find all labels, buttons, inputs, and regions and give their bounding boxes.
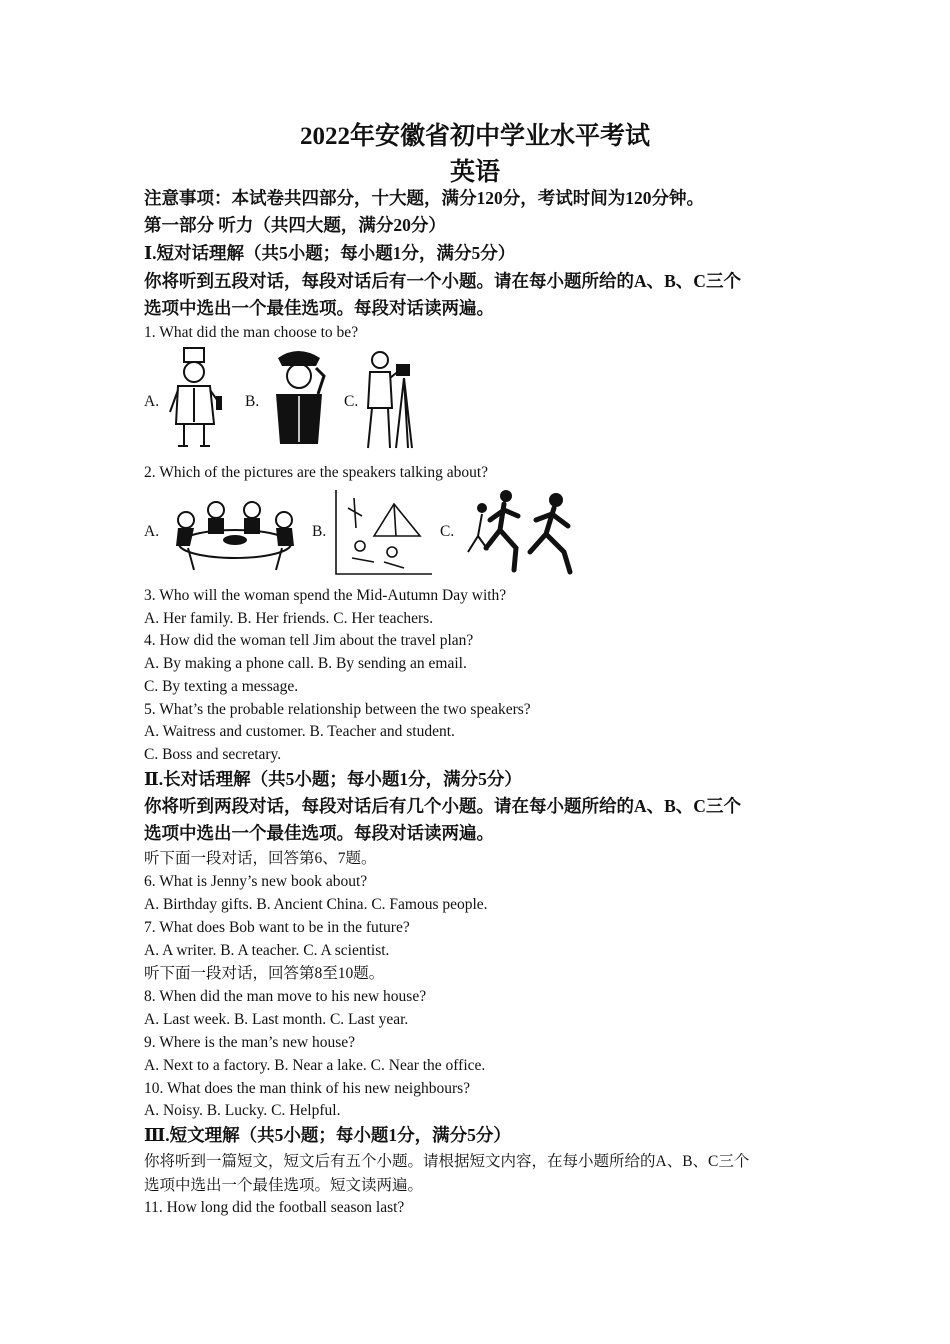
section2-instruction-2: 选项中选出一个最佳选项。每段对话读两遍。 — [144, 823, 494, 843]
question-8: 8. When did the man move to his new house? — [144, 988, 427, 1005]
section1-heading: Ⅰ.短对话理解（共5小题；每小题1分，满分5分） — [144, 243, 516, 263]
q7-options: A. A writer. B. A teacher. C. A scientist. — [144, 942, 390, 959]
q1-option-c: C. — [344, 393, 359, 410]
notice: 注意事项：本试卷共四部分，十大题，满分120分，考试时间为120分钟。 — [144, 188, 704, 208]
q6-options: A. Birthday gifts. B. Ancient China. C. Famous people. — [144, 896, 488, 913]
q1-option-a: A. — [144, 393, 160, 410]
q8-options: A. Last week. B. Last month. C. Last year. — [144, 1011, 409, 1028]
q10-options: A. Noisy. B. Lucky. C. Helpful. — [144, 1102, 341, 1119]
police-officer-picture — [266, 346, 330, 450]
family-dinner-picture — [164, 496, 306, 574]
q2-option-a: A. — [144, 523, 160, 540]
q1-option-b: B. — [245, 393, 260, 410]
section2-sub-instruction-2: 听下面一段对话，回答第8至10题。 — [144, 965, 385, 982]
photographer-picture — [362, 348, 414, 452]
section1-instruction-2: 选项中选出一个最佳选项。每段对话读两遍。 — [144, 298, 494, 318]
section3-instruction-2: 选项中选出一个最佳选项。短文读两遍。 — [144, 1177, 424, 1194]
q4-options-ab: A. By making a phone call. B. By sending an email. — [144, 655, 467, 672]
question-3: 3. Who will the woman spend the Mid-Autumn Day with? — [144, 587, 507, 604]
exam-title: 2022年安徽省初中学业水平考试 — [299, 123, 650, 150]
section2-sub-instruction-1: 听下面一段对话，回答第6、7题。 — [144, 850, 377, 867]
question-1: 1. What did the man choose to be? — [144, 324, 359, 341]
section1-instruction-1: 你将听到五段对话，每段对话后有一个小题。请在每小题所给的A、B、C三个 — [144, 271, 741, 291]
question-10: 10. What does the man think of his new neighbours? — [144, 1080, 471, 1097]
question-9: 9. Where is the man’s new house? — [144, 1034, 356, 1051]
question-2: 2. Which of the pictures are the speakers talking about? — [144, 464, 489, 481]
section2-instruction-1: 你将听到两段对话，每段对话后有几个小题。请在每小题所给的A、B、C三个 — [144, 796, 741, 816]
question-6: 6. What is Jenny’s new book about? — [144, 873, 368, 890]
part1-heading: 第一部分 听力（共四大题，满分20分） — [144, 215, 446, 235]
q4-option-c: C. By texting a message. — [144, 678, 299, 695]
section2-heading: Ⅱ.长对话理解（共5小题；每小题1分，满分5分） — [144, 769, 522, 789]
exam-subject: 英语 — [449, 159, 500, 186]
question-4: 4. How did the woman tell Jim about the travel plan? — [144, 632, 474, 649]
section3-heading: Ⅲ.短文理解（共5小题；每小题1分，满分5分） — [144, 1125, 511, 1145]
question-5: 5. What’s the probable relationship between the two speakers? — [144, 701, 531, 718]
q2-option-b: B. — [312, 523, 327, 540]
q9-options: A. Next to a factory. B. Near a lake. C. Near the office. — [144, 1057, 486, 1074]
section3-instruction-1: 你将听到一篇短文，短文后有五个小题。请根据短文内容，在每小题所给的A、B、C三个 — [144, 1153, 750, 1170]
q5-options-ab: A. Waitress and customer. B. Teacher and student. — [144, 723, 455, 740]
q3-options: A. Her family. B. Her friends. C. Her teachers. — [144, 610, 434, 627]
question-11: 11. How long did the football season last? — [144, 1199, 405, 1216]
doctor-picture — [166, 346, 226, 450]
q2-option-c: C. — [440, 523, 455, 540]
running-picture — [460, 486, 574, 576]
question-7: 7. What does Bob want to be in the future? — [144, 919, 410, 936]
q5-option-c: C. Boss and secretary. — [144, 746, 282, 763]
camping-picture — [334, 488, 434, 576]
